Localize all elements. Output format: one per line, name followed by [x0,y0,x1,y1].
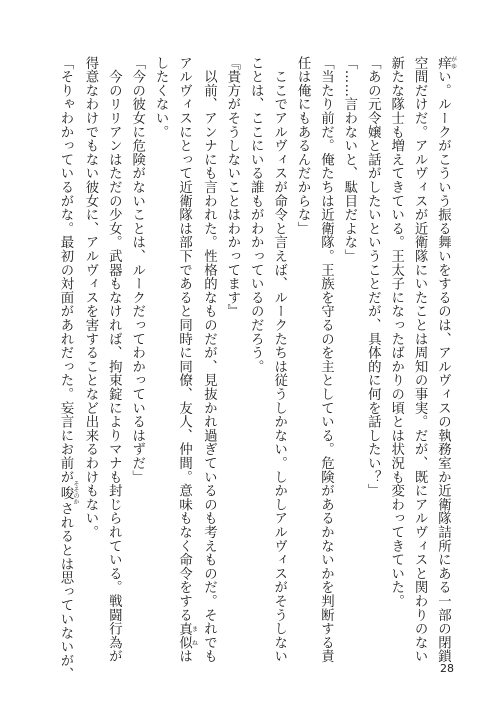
text-line-13: したくない。 [153,56,169,139]
ruby-base-sosonokasu: 唆 [58,480,73,505]
text-line-17-pre: 「そりゃわかっているがな。最初の対面があれだった。妄言にお前が [58,56,73,484]
text-line-6: 「当たり前だ。俺たちは近衛隊。王族を守るのを主としている。危険があるかないかを判断する責 [318,56,334,664]
text-line-10: 『貴方がそうしないことはわかってます』 [224,56,240,319]
text-line-17 [54,56,79,682]
text-line-17-post: されるとは思っていないが、 [58,501,73,682]
page-number: 28 [440,662,454,675]
text-line-1-rest: い。ルークがこういう振る舞いをするのは、アルヴィスの執務室か近衛隊詰所にある一部の閉鎖 [435,69,451,664]
text-line-3: 新たな隊士も増えてきている。王太子になったばかりの頃とは状況も変わってきていた。 [388,56,404,608]
text-line-12 [172,56,198,664]
text-line-2: 空間だけだ。アルヴィスが近衛隊にいたことは周知の事実。だが、既にアルヴィスと関わりのない [412,56,428,664]
text-line-4: 「あの元令嬢と話がしたいということだが、具体的に何を話したい？」 [365,56,381,498]
text-line-11: 以前、アンナにも言われた。性格的なものだが、見抜かれ過ぎているのも考えものだ。それでも [201,56,217,664]
text-line-1 [431,56,457,664]
furigana-sosonokasu: そそのか [72,480,79,505]
ruby-base-kayui: 痒 [435,56,451,70]
text-line-15: 今のリリアンはただの少女。武器もなければ、拘束錠によりマナも封じられている。戦闘行為が [106,56,122,664]
text-line-7: 任は俺にもあるんだからな」 [295,56,311,236]
ruby-base-mane: 真似 [176,621,192,650]
text-line-12-pre: アルヴィスにとって近衛隊は部下であると同時に同僚、友人、仲間。意味もなく命令をする [176,56,192,622]
furigana-mane: まね [190,621,198,650]
text-line-12-post: は [176,649,192,664]
text-line-14: 「今の彼女に危険がないことは、ルークだってわかっているはずだ」 [129,56,145,484]
text-line-9: ことは、ここにいる誰もがわかっているのだろう。 [248,56,264,374]
text-line-8: ここでアルヴィスが命令と言えば、ルークたちは従うしかない。しかしアルヴィスがそうしない [271,56,287,664]
text-line-16: 得意なわけでもない彼女に、アルヴィスを害することなど出来るわけもない。 [82,56,98,539]
text-line-5: 「……言わないと、駄目だよな」 [341,56,357,263]
furigana-kayui: がゆ [449,56,457,70]
